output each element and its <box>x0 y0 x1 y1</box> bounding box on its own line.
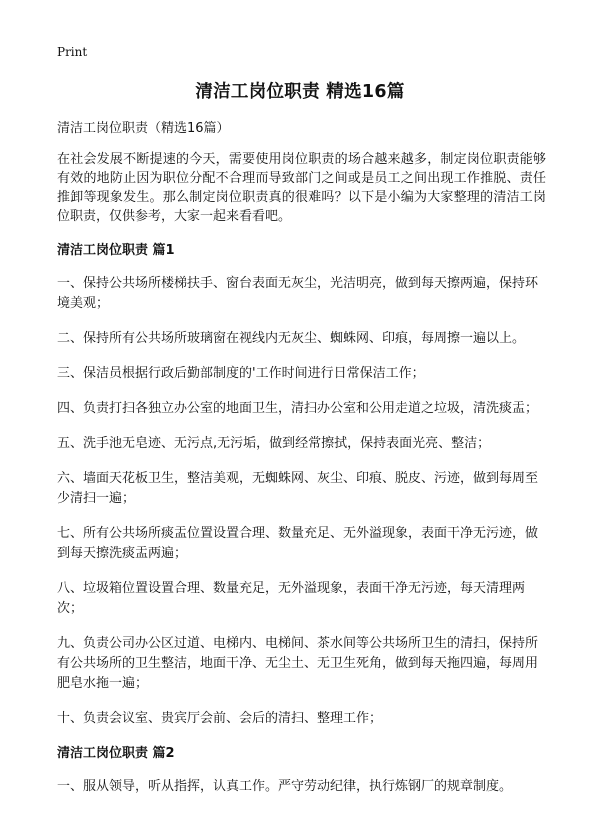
list-item: 七、所有公共场所痰盂位置设置合理、数量充足、无外溢现象，表面干净无污迹，做到每天擦洗痰盂两遍； <box>57 526 539 561</box>
print-link[interactable]: Print <box>57 45 88 59</box>
list-item: 三、保洁员根据行政后勤部制度的'工作时间进行日常保洁工作； <box>57 366 425 381</box>
intro-paragraph: 在社会发展不断提速的今天，需要使用岗位职责的场合越来越多，制定岗位职责能够有效的地防止因为职位分配不合理而导致部门之间或是员工之间出现工作推脱、责任推卸等现象发生。那么制定岗位职责真的很难吗？以下是小编为大家整理的清洁工岗位职责，仅供参考，大家一起来看看吧。 <box>57 152 546 224</box>
section-heading: 清洁工岗位职责 篇1 <box>57 243 175 258</box>
list-item: 十、负责会议室、贵宾厅会前、会后的清扫、整理工作； <box>57 711 383 726</box>
list-item: 四、负责打扫各独立办公室的地面卫生，清扫办公室和公用走道之垃圾，清洗痰盂； <box>57 401 539 416</box>
section-1 <box>57 241 546 729</box>
list-item: 五、洗手池无皂迹、无污点,无污垢，做到经常擦拭，保持表面光亮、整洁； <box>57 436 491 451</box>
section-heading: 清洁工岗位职责 篇2 <box>57 746 175 761</box>
document-subtitle: 清洁工岗位职责（精选16篇） <box>57 121 230 136</box>
list-item: 九、负责公司办公区过道、电梯内、电梯间、茶水间等公共场所卫生的清扫，保持所有公共场所的卫生整洁，地面干净、无尘土、无卫生死角，做到每天拖四遍，每周用肥皂水拖一遍； <box>57 636 539 691</box>
section-2 <box>57 744 546 797</box>
list-item: 六、墙面天花板卫生，整洁美观，无蜘蛛网、灰尘、印痕、脱皮、污迹，做到每周至少清扫一遍； <box>57 471 539 506</box>
page-title: 清洁工岗位职责 精选16篇 <box>195 82 405 102</box>
document-body <box>57 120 546 812</box>
list-item: 二、保持所有公共场所玻璃窗在视线内无灰尘、蜘蛛网、印痕，每周擦一遍以上。 <box>57 331 526 346</box>
list-item: 一、保持公共场所楼梯扶手、窗台表面无灰尘，光洁明亮，做到每天擦两遍，保持环境美观； <box>57 276 539 311</box>
list-item: 八、垃圾箱位置设置合理、数量充足，无外溢现象，表面干净无污迹，每天清理两次； <box>57 581 526 616</box>
list-item: 一、服从领导，听从指挥，认真工作。严守劳动纪律，执行炼钢厂的规章制度。 <box>57 779 513 794</box>
